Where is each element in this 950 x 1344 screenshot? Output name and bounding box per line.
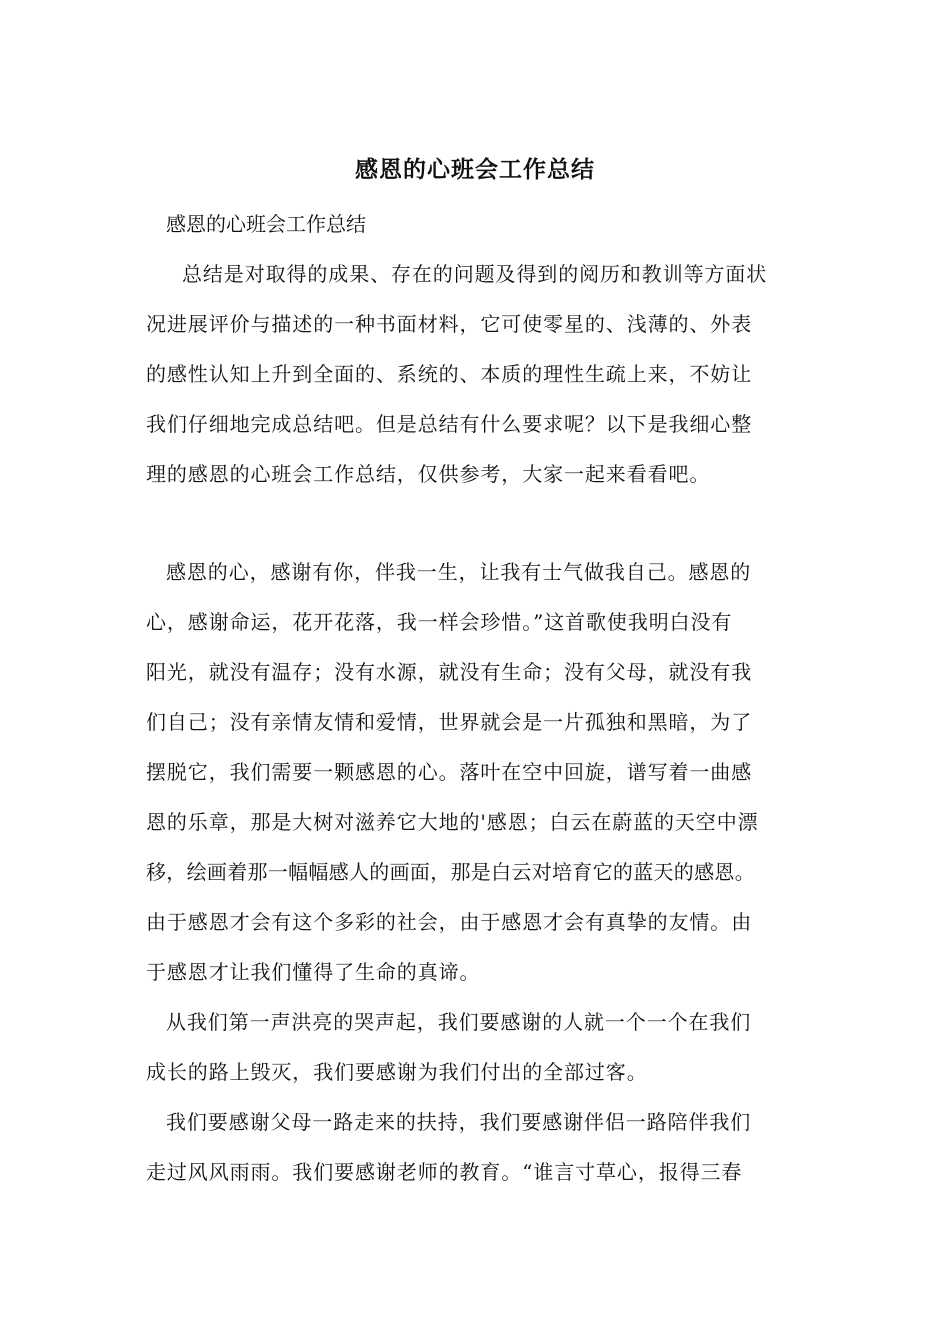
paragraph-4-line-2: 走过风风雨雨。我们要感谢老师的教育。“谁言寸草心，报得三春 [146, 1160, 743, 1184]
paragraph-2-line-7: 移，绘画着那一幅幅感人的画面，那是白云对培育它的蓝天的感恩。 [146, 860, 755, 884]
paragraph-2-line-9: 于感恩才让我们懂得了生命的真谛。 [146, 960, 481, 984]
paragraph-2-line-1: 感恩的心，感谢有你，伴我一生，让我有士气做我自己。感恩的 [166, 560, 752, 584]
paragraph-2-line-5: 摆脱它，我们需要一颗感恩的心。落叶在空中回旋，谱写着一曲感 [146, 760, 753, 784]
paragraph-2-line-3: 阳光，就没有温存；没有水源，就没有生命；没有父母，就没有我 [146, 660, 753, 684]
paragraph-1-line-2: 况进展评价与描述的一种书面材料，它可使零星的、浅薄的、外表 [146, 312, 753, 336]
paragraph-2-line-4: 们自己；没有亲情友情和爱情，世界就会是一片孤独和黑暗，为了 [146, 710, 753, 734]
paragraph-3-line-2: 成长的路上毁灭，我们要感谢为我们付出的全部过客。 [146, 1060, 648, 1084]
paragraph-2-line-8: 由于感恩才会有这个多彩的社会，由于感恩才会有真挚的友情。由 [146, 910, 753, 934]
paragraph-1-line-4: 我们仔细地完成总结吧。但是总结有什么要求呢？以下是我细心整 [146, 412, 753, 436]
paragraph-4-line-1: 我们要感谢父母一路走来的扶持，我们要感谢伴侣一路陪伴我们 [166, 1110, 752, 1134]
paragraph-3-line-1: 从我们第一声洪亮的哭声起，我们要感谢的人就一个一个在我们 [166, 1010, 752, 1034]
paragraph-1-line-3: 的感性认知上升到全面的、系统的、本质的理性生疏上来，不妨让 [146, 362, 753, 386]
paragraph-2-line-6: 恩的乐章，那是大树对滋养它大地的'感恩；白云在蔚蓝的天空中漂 [146, 810, 759, 834]
document-subtitle: 感恩的心班会工作总结 [166, 212, 366, 236]
paragraph-1-line-5: 理的感恩的心班会工作总结，仅供参考，大家一起来看看吧。 [146, 462, 711, 486]
paragraph-2-line-2: 心，感谢命运，花开花落，我一样会珍惜。”这首歌使我明白没有 [146, 610, 733, 634]
paragraph-1-line-1: 总结是对取得的成果、存在的问题及得到的阅历和教训等方面状 [182, 262, 768, 286]
document-title: 感恩的心班会工作总结 [355, 156, 595, 183]
